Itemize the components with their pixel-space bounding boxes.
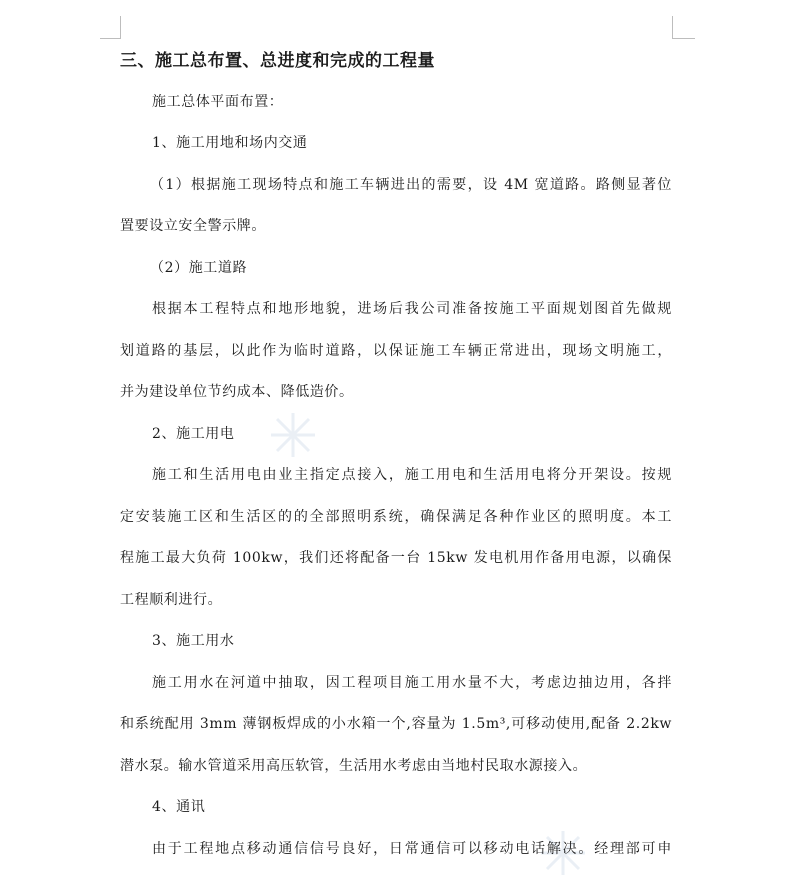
paragraph-line: （1）根据施工现场特点和施工车辆进出的需要，设 4M 宽道路。路侧显著位 [150, 177, 672, 193]
paragraph-line: 施工总体平面布置： [152, 94, 284, 110]
subheading-line: （2）施工道路 [150, 260, 248, 276]
paragraph-line: 潜水泵。输水管道采用高压软管，生活用水考虑由当地村民取水源接入。 [120, 758, 588, 774]
page-corner-mark-left [100, 16, 121, 39]
paragraph-line: 和系统配用 3mm 薄钢板焊成的小水箱一个,容量为 1.5m³,可移动使用,配备 2.2kw [120, 716, 672, 732]
subheading-line: 1、施工用地和场内交通 [152, 135, 308, 151]
paragraph-line: 划道路的基层，以此作为临时道路，以保证施工车辆正常进出，现场文明施工， [120, 343, 672, 359]
paragraph-line: 施工和生活用电由业主指定点接入，施工用电和生活用电将分开架设。按规 [152, 467, 672, 483]
subheading-line: 2、施工用电 [152, 426, 235, 442]
paragraph-line: 工程顺利进行。 [120, 592, 223, 608]
paragraph-line: 定安装施工区和生活区的的全部照明系统，确保满足各种作业区的照明度。本工 [120, 509, 672, 525]
paragraph-line: 根据本工程特点和地形地貌，进场后我公司准备按施工平面规划图首先做规 [152, 301, 672, 317]
watermark-snowflake-icon [268, 410, 318, 460]
section-heading: 三、施工总布置、总进度和完成的工程量 [120, 51, 435, 71]
paragraph-line: 施工用水在河道中抽取，因工程项目施工用水量不大，考虑边抽边用，各拌 [152, 675, 672, 691]
paragraph-line: 并为建设单位节约成本、降低造价。 [120, 384, 354, 400]
paragraph-line: 由于工程地点移动通信信号良好，日常通信可以移动电话解决。经理部可申 [152, 841, 672, 857]
paragraph-line: 程施工最大负荷 100kw，我们还将配备一台 15kw 发电机用作备用电源，以确保 [120, 550, 672, 566]
subheading-line: 4、通讯 [152, 799, 206, 815]
subheading-line: 3、施工用水 [152, 633, 235, 649]
paragraph-line: 置要设立安全警示牌。 [120, 218, 266, 234]
page-corner-mark-right [672, 16, 695, 39]
